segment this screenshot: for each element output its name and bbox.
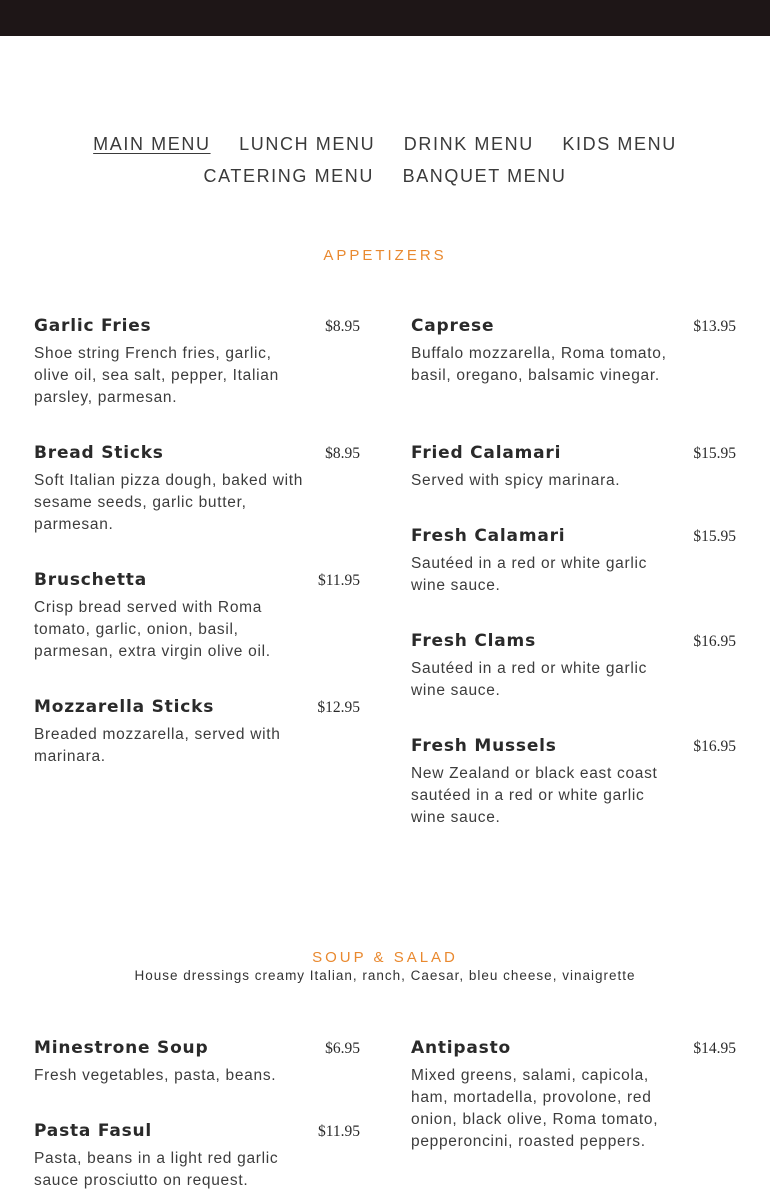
item-name: Minestrone Soup — [34, 1038, 209, 1058]
section-title-soup-salad: SOUP & SALAD — [312, 949, 458, 966]
item-name: Fried Calamari — [411, 443, 562, 463]
item-price: $8.95 — [325, 318, 360, 335]
section-title-appetizers: APPETIZERS — [323, 247, 447, 264]
item-description: Buffalo mozzarella, Roma tomato, basil, oregano, balsamic vinegar. — [411, 345, 667, 384]
item-price: $15.95 — [693, 445, 736, 462]
item-price: $11.95 — [317, 1123, 360, 1140]
item-price: $11.95 — [317, 572, 360, 589]
menu-item — [34, 697, 360, 768]
item-price: $12.95 — [317, 699, 360, 716]
item-description: Sautéed in a red or white garlic wine sauce. — [411, 660, 648, 699]
menu-item — [411, 1038, 736, 1153]
menu-item — [34, 316, 360, 409]
item-name: Garlic Fries — [34, 316, 152, 336]
menu-nav-row-2 — [0, 166, 770, 187]
item-description: Mixed greens, salami, capicola, ham, mortadella, provolone, red onion, black olive, Roma tomato, pepperoncini, roasted peppers. — [411, 1067, 659, 1150]
item-name: Bruschetta — [34, 570, 147, 590]
item-price: $16.95 — [693, 633, 736, 650]
menu-nav — [0, 134, 770, 155]
item-description: Sautéed in a red or white garlic wine sauce. — [411, 555, 648, 594]
item-name: Antipasto — [411, 1038, 511, 1058]
item-description: Served with spicy marinara. — [411, 472, 621, 489]
item-description: Soft Italian pizza dough, baked with sesame seeds, garlic butter, parmesan. — [34, 472, 304, 533]
item-price: $8.95 — [325, 445, 360, 462]
item-price: $16.95 — [693, 738, 736, 755]
nav-lunch-menu[interactable]: LUNCH MENU — [239, 134, 376, 154]
item-description: Breaded mozzarella, served with marinara. — [34, 726, 281, 765]
item-price: $14.95 — [693, 1040, 736, 1057]
item-name: Bread Sticks — [34, 443, 164, 463]
item-description: Crisp bread served with Roma tomato, garlic, onion, basil, parmesan, extra virgin olive oil. — [34, 599, 271, 660]
item-description: Pasta, beans in a light red garlic sauce prosciutto on request. — [34, 1150, 279, 1189]
nav-catering-menu[interactable]: CATERING MENU — [203, 166, 374, 186]
item-description: New Zealand or black east coast sautéed in a red or white garlic wine sauce. — [411, 765, 658, 826]
nav-drink-menu[interactable]: DRINK MENU — [403, 134, 534, 154]
item-name: Fresh Calamari — [411, 526, 566, 546]
top-bar — [0, 0, 770, 36]
item-name: Pasta Fasul — [34, 1121, 153, 1141]
item-name: Mozzarella Sticks — [34, 697, 215, 717]
menu-item — [411, 316, 736, 387]
item-name: Fresh Clams — [411, 631, 536, 651]
section-subtitle: House dressings creamy Italian, ranch, Caesar, bleu cheese, vinaigrette — [134, 968, 636, 983]
item-price: $13.95 — [693, 318, 736, 335]
menu-item — [34, 443, 360, 536]
item-description: Fresh vegetables, pasta, beans. — [34, 1067, 277, 1084]
menu-item — [411, 443, 736, 492]
menu-item — [411, 736, 736, 829]
item-price: $6.95 — [325, 1040, 360, 1057]
nav-banquet-menu[interactable]: BANQUET MENU — [402, 166, 567, 186]
item-name: Caprese — [411, 316, 495, 336]
menu-item — [411, 526, 736, 597]
menu-item — [34, 1038, 360, 1087]
nav-kids-menu[interactable]: KIDS MENU — [562, 134, 677, 154]
menu-item — [34, 1121, 360, 1192]
item-price: $15.95 — [693, 528, 736, 545]
menu-item — [34, 570, 360, 663]
item-name: Fresh Mussels — [411, 736, 557, 756]
menu-item — [411, 631, 736, 702]
item-description: Shoe string French fries, garlic, olive oil, sea salt, pepper, Italian parsley, parmesan. — [34, 345, 279, 406]
nav-main-menu[interactable]: MAIN MENU — [93, 134, 211, 154]
